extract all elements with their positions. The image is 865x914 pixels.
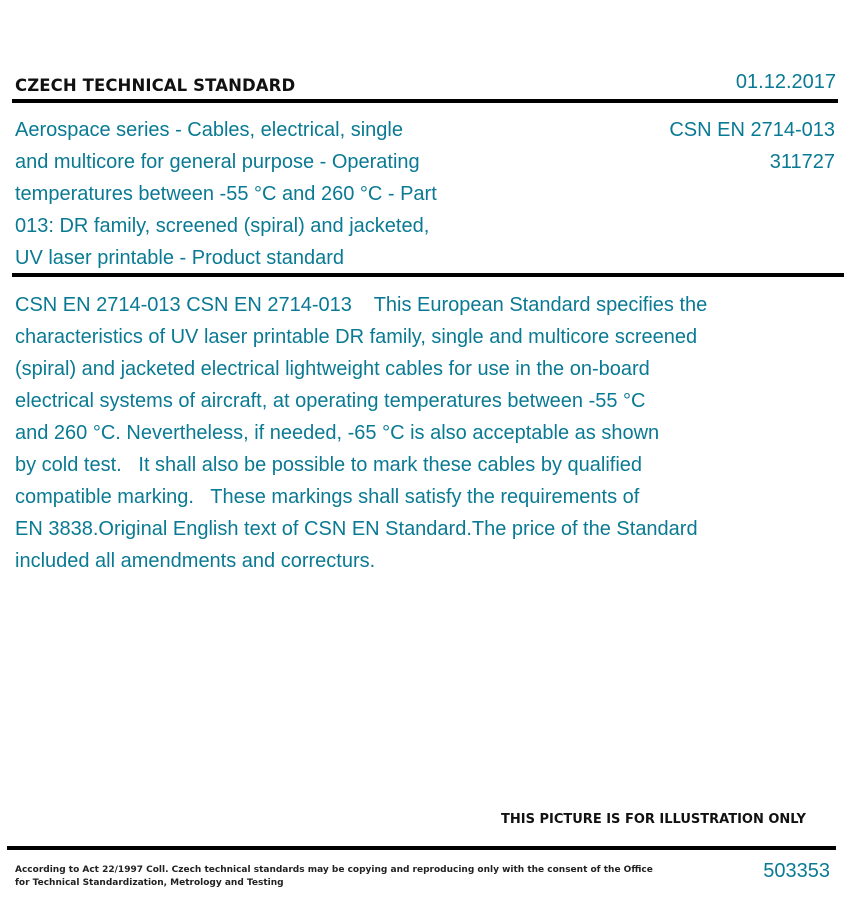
description-line: CSN EN 2714-013 CSN EN 2714-013 This European Standard specifies the — [15, 294, 708, 316]
standard-title-line: and multicore for general purpose - Operating — [15, 151, 420, 173]
standard-title-line: 013: DR family, screened (spiral) and jacketed, — [15, 215, 430, 237]
description-line: included all amendments and correcturs. — [15, 550, 376, 572]
description-line: (spiral) and jacketed electrical lightweight cables for use in the on-board — [15, 358, 650, 380]
standard-title-line: Aerospace series - Cables, electrical, single — [15, 119, 403, 141]
standard-title-line: temperatures between -55 °C and 260 °C - Part — [15, 183, 437, 205]
description-line: characteristics of UV laser printable DR family, single and multicore screened — [15, 326, 698, 348]
footer-divider — [7, 846, 836, 850]
copyright-line: for Technical Standardization, Metrology and Testing — [15, 878, 284, 888]
standard-identifiers — [669, 114, 835, 178]
description-line: by cold test. It shall also be possible to mark these cables by qualified — [15, 454, 643, 476]
catalog-number: 503353 — [763, 860, 830, 882]
illustration-notice: THIS PICTURE IS FOR ILLUSTRATION ONLY — [501, 812, 806, 827]
description-line: electrical systems of aircraft, at operating temperatures between -55 °C — [15, 390, 646, 412]
standard-title — [15, 114, 485, 274]
copyright-line: According to Act 22/1997 Coll. Czech technical standards may be copying and reproducing only with the consent of the Office — [15, 865, 653, 875]
description-line: EN 3838.Original English text of CSN EN Standard.The price of the Standard — [15, 518, 698, 540]
title-divider — [12, 273, 844, 277]
class-number: 311727 — [769, 151, 835, 173]
document-type-heading: CZECH TECHNICAL STANDARD — [15, 76, 296, 95]
standard-title-line: UV laser printable - Product standard — [15, 247, 345, 269]
copyright-notice — [15, 864, 653, 890]
header-divider — [12, 99, 838, 103]
description-line: compatible marking. These markings shall satisfy the requirements of — [15, 486, 640, 508]
publication-date: 01.12.2017 — [735, 71, 836, 93]
standard-code: CSN EN 2714-013 — [669, 119, 835, 141]
standard-description — [15, 289, 835, 577]
description-line: and 260 °C. Nevertheless, if needed, -65 °C is also acceptable as shown — [15, 422, 660, 444]
